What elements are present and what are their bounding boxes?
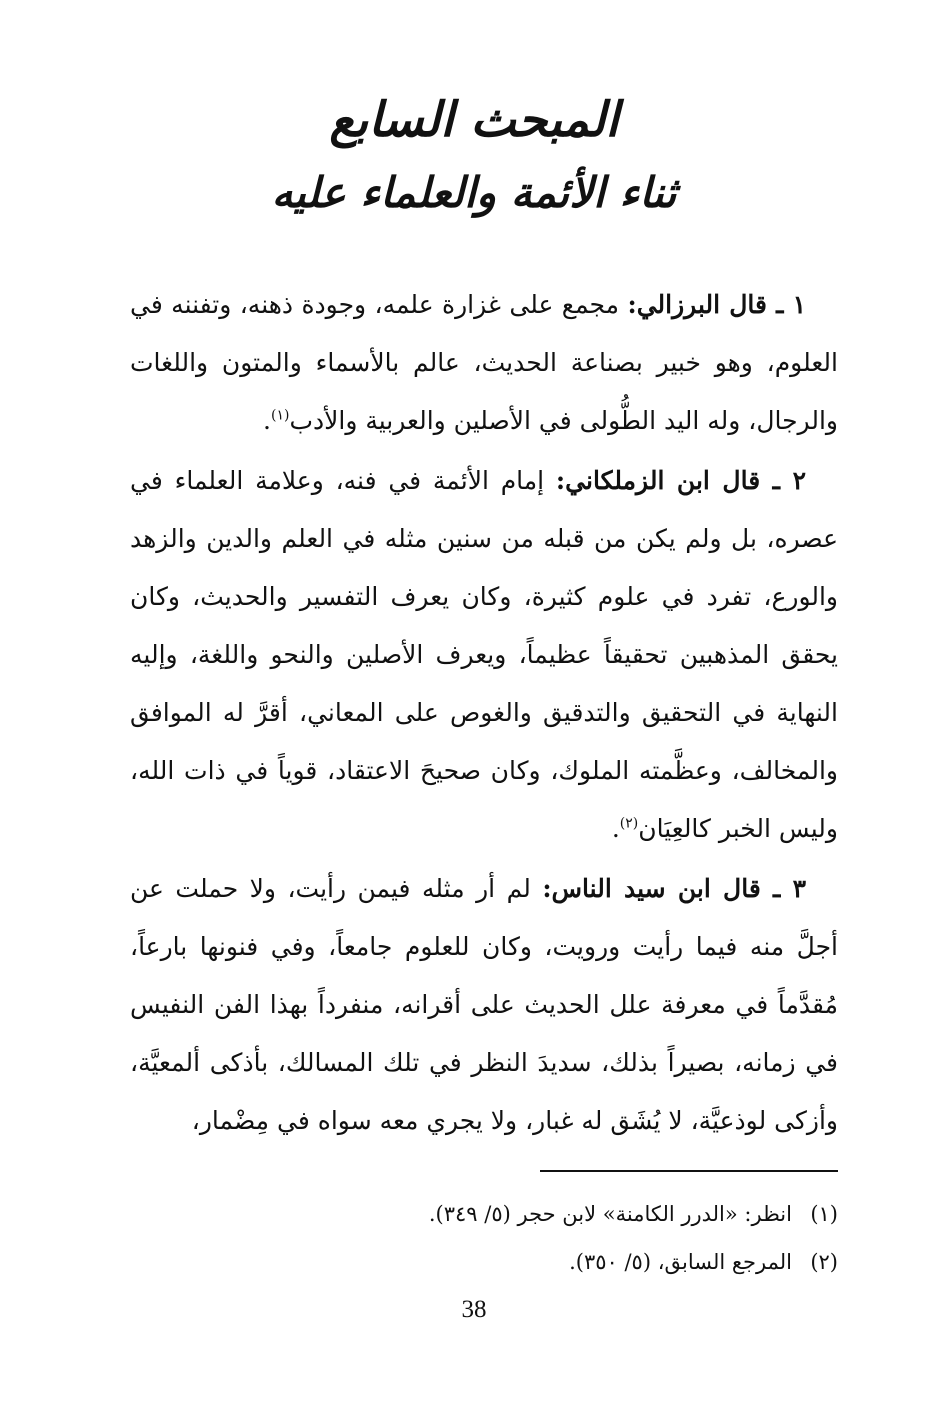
section-title: المبحث السابع: [329, 92, 619, 148]
paragraph-3: [130, 860, 838, 1150]
page-number: 38: [461, 1296, 487, 1323]
paragraph-label: ٢ ـ قال ابن الزملكاني:: [555, 466, 806, 495]
footnotes: [130, 1190, 838, 1286]
paragraph-text: إمام الأئمة في فنه، وعلامة العلماء في عصره، بل ولم يكن من قبله من سنين مثله في العلم والدين والزهد والورع، تفرد في علوم كثيرة، وكان يعرف التفسير والحديث، وكان يحقق المذهبين تحقيقاً عظيماً، ويعرف الأصلين والنحو واللغة، وإليه النهاية في التحقيق والتدقيق والغوص على المعاني، أقرَّ له الموافق والمخالف، وعظَّمته الملوك، وكان صحيحَ الاعتقاد، قوياً في ذات الله، وليس الخبر كالعِيَان: [130, 466, 838, 843]
footnote-text: انظر: «الدرر الكامنة» لابن حجر (٥/ ٣٤٩).: [428, 1202, 792, 1226]
footnote-2: [130, 1238, 838, 1286]
footnote-reference: (٢): [619, 815, 639, 832]
footnote-number: (٢): [810, 1250, 838, 1274]
footnote-number: (١): [810, 1202, 838, 1226]
paragraph-label: ٣ ـ قال ابن سيد الناس:: [542, 874, 807, 903]
paragraph-label: ١ ـ قال البرزالي:: [627, 290, 806, 319]
body-text: [130, 276, 838, 1150]
paragraph-1: [130, 276, 838, 450]
paragraph-text: مجمع على غزارة علمه، وجودة ذهنه، وتفننه في العلوم، وهو خبير بصناعة الحديث، عالم بالأسماء والمتون واللغات والرجال، وله اليد الطُّولى في الأصلين والعربية والأدب: [130, 290, 838, 435]
footnote-separator: [540, 1170, 838, 1172]
section-subtitle: ثناء الأئمة والعلماء عليه: [271, 168, 677, 217]
paragraph-end: .: [263, 406, 271, 435]
footnote-1: [130, 1190, 838, 1238]
paragraph-2: [130, 452, 838, 858]
paragraph-text: لم أر مثله فيمن رأيت، ولا حملت عن أجلَّ منه فيما رأيت ورويت، وكان للعلوم جامعاً، وفي فنونها بارعاً، مُقدَّماً في معرفة علل الحديث على أقرانه، منفرداً بهذا الفن النفيس في زمانه، بصيراً بذلك، سديدَ النظر في تلك المسالك، بأذكى ألمعيَّة، وأزكى لوذعيَّة، لا يُشَق له غبار، ولا يجري معه سواه في مِضْمار،: [130, 874, 838, 1135]
footnote-reference: (١): [270, 407, 290, 424]
paragraph-end: .: [611, 814, 620, 843]
footnote-text: المرجع السابق، (٥/ ٣٥٠).: [569, 1250, 792, 1274]
